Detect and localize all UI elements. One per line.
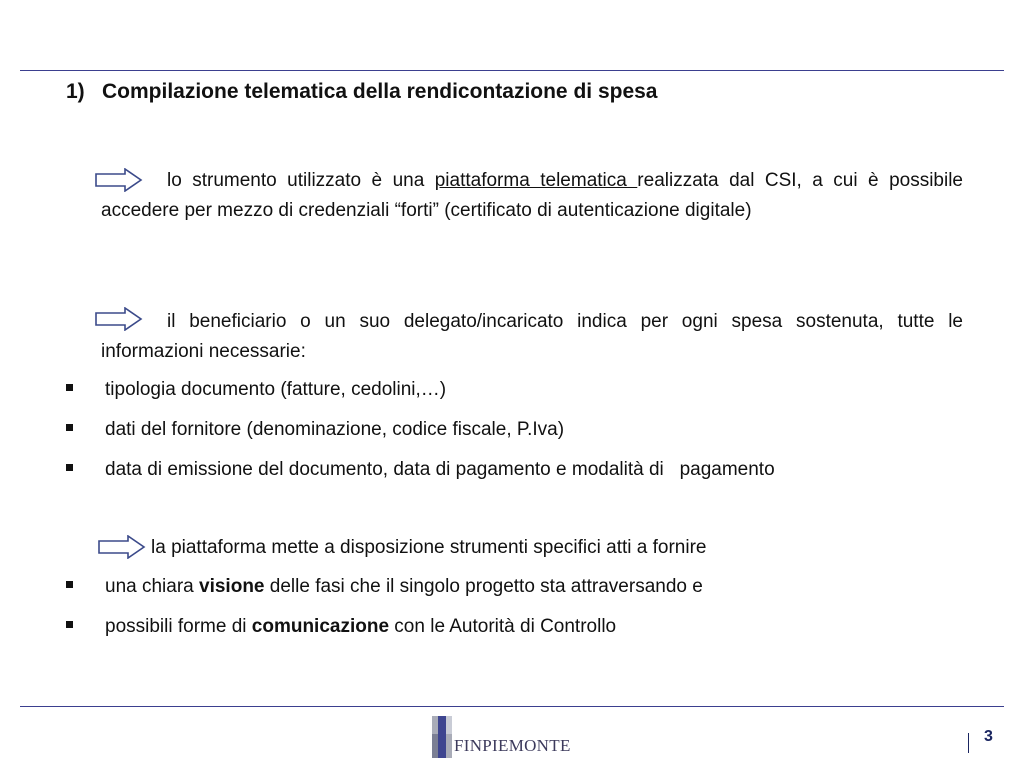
list-item: possibili forme di comunicazione con le Autorità di Controllo (66, 615, 616, 639)
square-bullet-icon (66, 424, 73, 431)
square-bullet-icon (66, 464, 73, 471)
top-divider (20, 70, 1004, 71)
page-number: 3 (984, 728, 993, 745)
finpiemonte-logo (432, 716, 602, 758)
heading-number: 1) (66, 80, 85, 103)
paragraph-beneficiary (101, 307, 963, 367)
list-item: una chiara visione delle fasi che il singolo progetto sta attraversando e (66, 575, 703, 599)
square-bullet-icon (66, 621, 73, 628)
square-bullet-icon (66, 384, 73, 391)
logo-mark-icon (432, 716, 454, 758)
paragraph1-before: lo strumento utilizzato è una (167, 170, 435, 191)
square-bullet-icon (66, 581, 73, 588)
logo-text: FINPIEMONTE (454, 736, 571, 755)
section-heading (66, 80, 658, 104)
bottom-divider (20, 706, 1004, 707)
paragraph-tools (101, 533, 963, 563)
list-item: data di emissione del documento, data di pagamento e modalità di pagamento (66, 458, 775, 482)
paragraph1-after: realizzata dal CSI, a cui è possibile accedere per mezzo di credenziali “forti” (certificato di autenticazione digitale) (101, 170, 963, 221)
list-item: dati del fornitore (denominazione, codice fiscale, P.Iva) (66, 418, 564, 442)
heading-text: Compilazione telematica della rendicontazione di spesa (102, 80, 658, 103)
page-number-separator (968, 733, 969, 753)
platform-underlined-term: piattaforma telematica (434, 170, 638, 191)
paragraph-platform (101, 166, 963, 226)
paragraph2-text: il beneficiario o un suo delegato/incaricato indica per ogni spesa sostenuta, tutte le informazioni necessarie: (101, 311, 963, 362)
paragraph3-text: la piattaforma mette a disposizione strumenti specifici atti a fornire (151, 537, 707, 558)
list-item: tipologia documento (fatture, cedolini,…) (66, 378, 446, 402)
